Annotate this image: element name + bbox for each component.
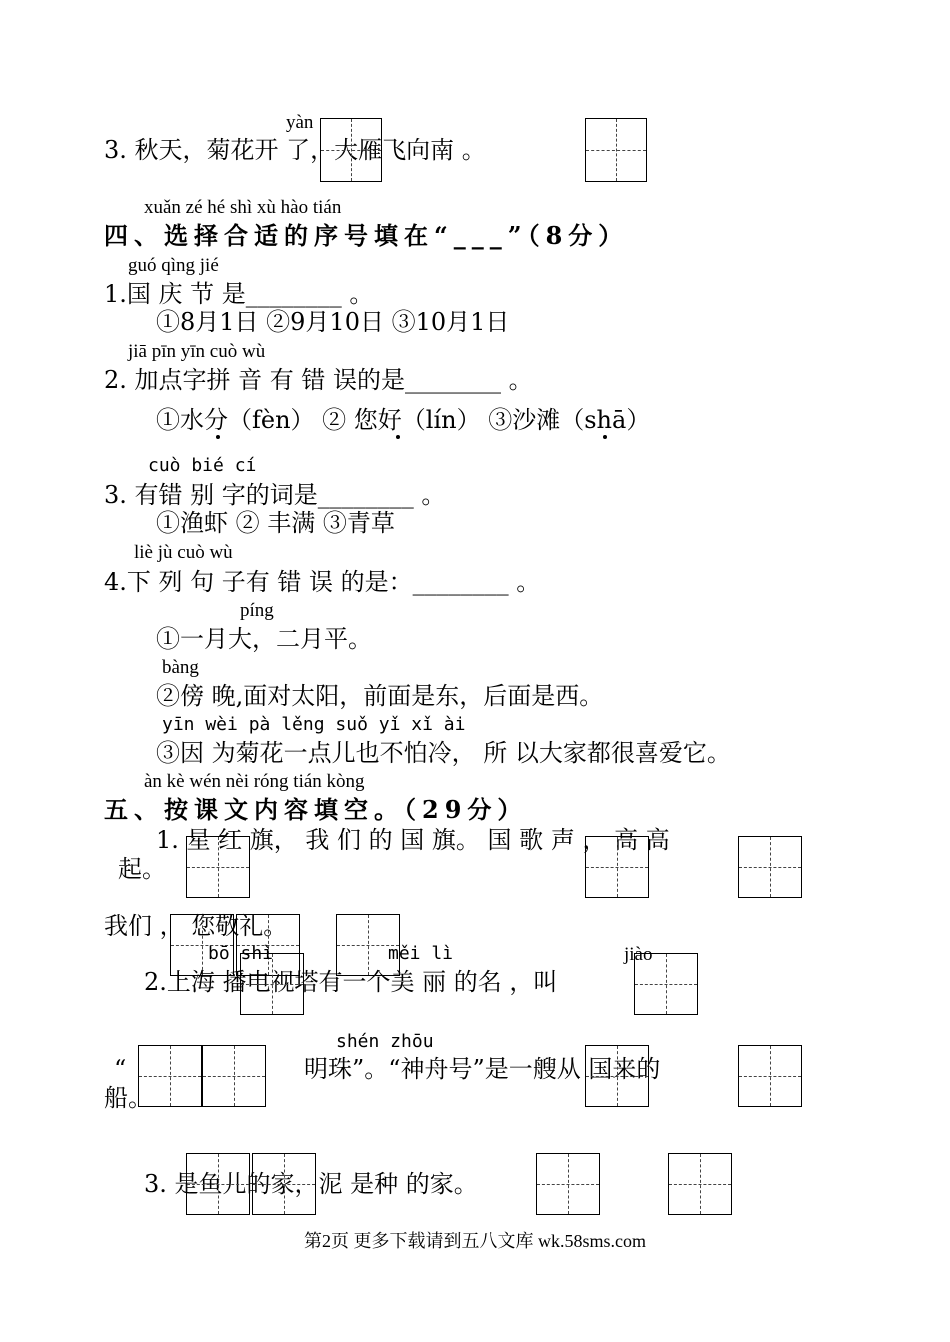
- q1-pinyin: guó qìng jié: [128, 255, 219, 276]
- q4-option2: ②傍 晚,面对太阳，前面是东，后面是西。: [156, 682, 604, 710]
- s5-q2-pinyin-c: jiào: [624, 944, 653, 965]
- answer-box[interactable]: [202, 1045, 266, 1107]
- question-3-top: 3. 秋天，菊花开 了，大雁飞向南 。: [104, 136, 486, 164]
- q4-option1: ①一月大，二月平。: [156, 625, 372, 653]
- section5-title: 五、按课文内容填空。（29分）: [104, 795, 528, 824]
- s5-q1-line3: 我们 ， 您敬礼。: [104, 912, 288, 940]
- answer-box[interactable]: [738, 1045, 802, 1107]
- answer-box[interactable]: [138, 1045, 202, 1107]
- emphasis-dot: [216, 435, 220, 439]
- q3-pinyin: cuò bié cí: [148, 455, 257, 476]
- answer-box[interactable]: [186, 1153, 250, 1215]
- q4-option1-pinyin: píng: [240, 600, 274, 621]
- emphasis-dot: [603, 435, 607, 439]
- s5-q2-line2: 明珠”。“神舟号”是一艘从 国来的: [304, 1055, 661, 1083]
- emphasis-dot: [396, 435, 400, 439]
- s5-q2-line1: 2.上海 播电视塔有一个美 丽 的名 ，叫: [144, 968, 558, 996]
- q4-option3: ③因 为菊花一点儿也不怕冷， 所 以大家都很喜爱它。: [156, 739, 731, 767]
- s5-q2-line3: 船。: [104, 1084, 152, 1112]
- q4-pinyin: liè jù cuò wù: [134, 542, 233, 563]
- q3-options: ①渔虾 ② 丰满 ③青草: [156, 509, 395, 537]
- answer-box[interactable]: [186, 836, 250, 898]
- s5-q3-line: 3. 是鱼儿的家，泥 是种 的家。: [144, 1170, 478, 1198]
- s5-q2-pinyin-b: měi lì: [388, 943, 454, 964]
- q4-option3-pinyin: yīn wèi pà lěng suǒ yǐ xǐ ài: [162, 714, 466, 735]
- answer-box[interactable]: [536, 1153, 600, 1215]
- answer-box[interactable]: [634, 953, 698, 1015]
- answer-box[interactable]: [240, 953, 304, 1015]
- section5-pinyin: àn kè wén nèi róng tián kòng: [144, 771, 365, 792]
- q4-option2-pinyin: bàng: [162, 657, 199, 678]
- answer-box[interactable]: [585, 836, 649, 898]
- answer-box[interactable]: [738, 836, 802, 898]
- q1-question: 1.国 庆 节 是________ 。: [104, 280, 374, 308]
- answer-box[interactable]: [252, 1153, 316, 1215]
- s5-q2-pinyin-d: shén zhōu: [336, 1031, 434, 1052]
- s5-q1-line2: 起。: [118, 855, 166, 883]
- section4-pinyin: xuǎn zé hé shì xù hào tián: [144, 197, 342, 218]
- answer-box[interactable]: [585, 1045, 649, 1107]
- s5-q2-line2-quote: “: [114, 1055, 127, 1083]
- pinyin-yan: yàn: [286, 112, 314, 133]
- q2-pinyin: jiā pīn yīn cuò wù: [128, 341, 266, 362]
- section4-title: 四、选择合适的序号填在“___”（8分）: [104, 221, 629, 250]
- page-footer: 第2页 更多下载请到五八文库 wk.58sms.com: [304, 1231, 646, 1251]
- s5-q2-pinyin-a: bō shì: [208, 943, 274, 964]
- answer-box[interactable]: [585, 118, 647, 182]
- answer-box[interactable]: [668, 1153, 732, 1215]
- s5-q1-line1: 1. 星 红 旗， 我 们 的 国 旗。 国 歌 声 ， 高 高: [156, 826, 670, 854]
- q2-options: ①水分（fèn） ② 您好（lín） ③沙滩（shā）: [156, 406, 651, 434]
- q2-question: 2. 加点字拼 音 有 错 误的是________ 。: [104, 366, 533, 394]
- q1-options: ①8月1日 ②9月10日 ③10月1日: [156, 308, 510, 336]
- answer-box[interactable]: [320, 118, 382, 182]
- q3-question: 3. 有错 别 字的词是________ 。: [104, 481, 446, 509]
- q4-question: 4.下 列 句 子有 错 误 的是：________ 。: [104, 568, 541, 596]
